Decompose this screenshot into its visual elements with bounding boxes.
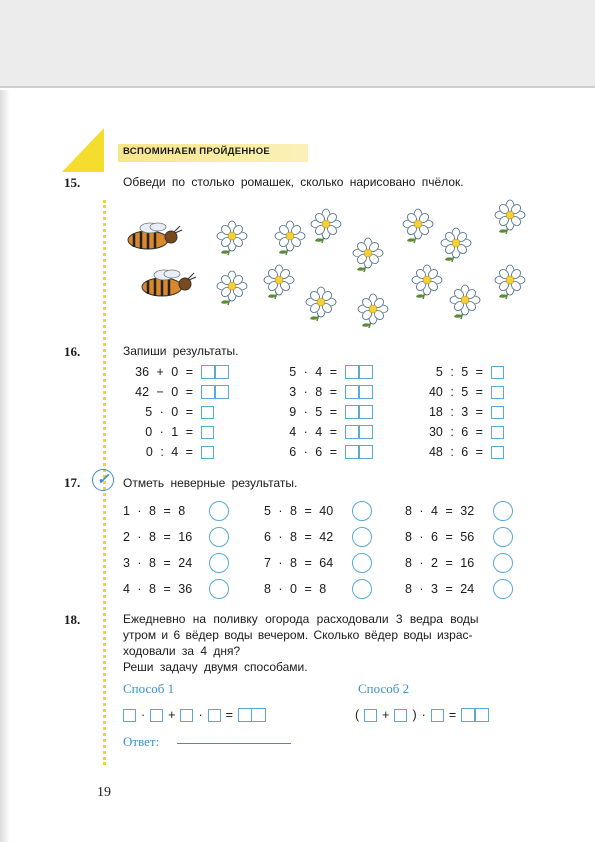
- task-16-row: [413, 443, 504, 461]
- expression: 5 · 0 =: [145, 405, 193, 419]
- answer-box[interactable]: [208, 709, 221, 722]
- answer-box[interactable]: [491, 406, 504, 419]
- expression: 6 · 8 = 42: [264, 530, 334, 544]
- task-17-row: [405, 500, 513, 522]
- expression: 3 · 8 =: [289, 385, 337, 399]
- mark-circle[interactable]: [493, 501, 513, 521]
- mark-circle[interactable]: [352, 553, 372, 573]
- task-15-number: 15.: [64, 175, 81, 190]
- bee-icon: [142, 270, 196, 296]
- mark-circle[interactable]: [352, 527, 372, 547]
- answer-box[interactable]: [491, 366, 504, 379]
- answer-box[interactable]: [431, 709, 444, 722]
- flower-icon: [217, 221, 247, 255]
- mark-circle[interactable]: [493, 579, 513, 599]
- flower-icon: [358, 294, 388, 328]
- mark-circle[interactable]: [352, 501, 372, 521]
- flower-icon: [450, 285, 480, 319]
- answer-box[interactable]: [123, 709, 136, 722]
- answer-box-double[interactable]: [345, 405, 373, 419]
- expression: 7 · 8 = 64: [264, 556, 334, 570]
- expression: 5 · 8 = 40: [264, 504, 334, 518]
- task-18-number: 18.: [64, 612, 81, 627]
- task-17-row: [405, 526, 513, 548]
- answer-box[interactable]: [491, 446, 504, 459]
- expression: 30 : 6 =: [428, 425, 483, 439]
- flower-icon: [217, 271, 247, 305]
- flower-icon: [412, 265, 442, 299]
- answer-box[interactable]: [491, 426, 504, 439]
- answer-box-double[interactable]: [345, 425, 373, 439]
- bees-and-flowers-illustration: [110, 195, 540, 330]
- answer-box-double[interactable]: [345, 445, 373, 459]
- answer-box-double[interactable]: [345, 365, 373, 379]
- task-16-row: [123, 423, 214, 441]
- task-17-row: [405, 552, 513, 574]
- mark-circle[interactable]: [493, 527, 513, 547]
- answer-box-double[interactable]: [345, 385, 373, 399]
- expression: 8 · 2 = 16: [405, 556, 475, 570]
- task-17-row: [264, 500, 372, 522]
- operator-equals: =: [448, 708, 457, 722]
- answer-box[interactable]: [201, 426, 214, 439]
- expression: 6 · 6 =: [289, 445, 337, 459]
- operator-dot: ·: [421, 708, 426, 722]
- paren-close: ): [412, 708, 417, 722]
- task-18-line-3: ходовали за 4 дня?: [123, 644, 241, 658]
- flower-icon: [495, 265, 525, 299]
- task-16-text: Запиши результаты.: [123, 344, 239, 358]
- method-2-expression: [355, 706, 489, 724]
- expression: 48 : 6 =: [428, 445, 483, 459]
- task-17-text: Отметь неверные результаты.: [123, 476, 298, 490]
- task-16-row: [123, 363, 229, 381]
- task-16-row: [275, 383, 373, 401]
- answer-box[interactable]: [180, 709, 193, 722]
- expression: 0 · 1 =: [145, 425, 193, 439]
- expression: 0 : 4 =: [145, 445, 193, 459]
- section-triangle-marker: [62, 128, 104, 172]
- task-16-row: [413, 403, 504, 421]
- task-16-row: [123, 403, 214, 421]
- page-number: 19: [97, 785, 111, 800]
- task-18-line-2: утром и 6 вёдер воды вечером. Сколько вёдер воды израс-: [123, 628, 473, 642]
- expression: 36 + 0 =: [135, 365, 193, 379]
- answer-box[interactable]: [201, 406, 214, 419]
- operator-dot: ·: [198, 708, 203, 722]
- answer-box-double[interactable]: [238, 708, 266, 722]
- answer-label: Ответ:: [123, 734, 160, 749]
- task-16-number: 16.: [64, 344, 81, 359]
- mark-circle[interactable]: [209, 527, 229, 547]
- expression: 4 · 8 = 36: [123, 582, 193, 596]
- checkmark-icon: ✓: [92, 469, 114, 491]
- answer-box[interactable]: [491, 386, 504, 399]
- expression: 8 · 0 = 8: [264, 582, 327, 596]
- operator-plus: +: [168, 708, 176, 722]
- task-16-row: [413, 383, 504, 401]
- mark-circle[interactable]: [352, 579, 372, 599]
- task-16-row: [275, 363, 373, 381]
- task-16-row: [275, 403, 373, 421]
- flower-icon: [306, 287, 336, 321]
- mark-circle[interactable]: [209, 579, 229, 599]
- task-16-row: [123, 383, 229, 401]
- mark-circle[interactable]: [209, 553, 229, 573]
- expression: 18 : 3 =: [428, 405, 483, 419]
- operator-plus: +: [382, 708, 390, 722]
- mark-circle[interactable]: [209, 501, 229, 521]
- task-18-line-4: Реши задачу двумя способами.: [123, 660, 308, 674]
- expression: 4 · 4 =: [289, 425, 337, 439]
- scan-top-margin: [0, 0, 595, 88]
- task-17-row: [264, 552, 372, 574]
- answer-box-double[interactable]: [201, 365, 229, 379]
- expression: 5 : 5 =: [435, 365, 483, 379]
- answer-line[interactable]: [177, 743, 291, 744]
- task-17-row: [264, 578, 372, 600]
- method-2-label: Способ 2: [358, 681, 410, 696]
- method-1-expression: [123, 706, 266, 724]
- task-17-row: [123, 500, 229, 522]
- flower-icon: [264, 265, 294, 299]
- task-16-row: [123, 443, 214, 461]
- task-18-line-1: Ежедневно на поливку огорода расходовали 3 ведра воды: [123, 612, 479, 626]
- task-16-row: [275, 423, 373, 441]
- task-17-row: [405, 578, 513, 600]
- answer-box[interactable]: [394, 709, 407, 722]
- flower-icon: [275, 221, 305, 255]
- flower-icon: [441, 228, 471, 262]
- answer-box[interactable]: [201, 446, 214, 459]
- operator-equals: =: [225, 708, 233, 722]
- task-17-row: [123, 552, 229, 574]
- expression: 8 · 3 = 24: [405, 582, 475, 596]
- task-17-number: 17.: [64, 475, 81, 490]
- section-header: ВСПОМИНАЕМ ПРОЙДЕННОЕ: [123, 146, 271, 157]
- answer-box-double[interactable]: [461, 708, 489, 722]
- flower-icon: [311, 209, 341, 243]
- task-16-row: [413, 423, 504, 441]
- expression: 8 · 4 = 32: [405, 504, 475, 518]
- mark-circle[interactable]: [493, 553, 513, 573]
- answer-box[interactable]: [364, 709, 377, 722]
- expression: 3 · 8 = 24: [123, 556, 193, 570]
- expression: 5 · 4 =: [289, 365, 337, 379]
- operator-dot: ·: [141, 708, 146, 722]
- expression: 2 · 8 = 16: [123, 530, 193, 544]
- bee-icon: [128, 223, 182, 249]
- task-16-row: [413, 363, 504, 381]
- expression: 1 · 8 = 8: [123, 504, 186, 518]
- expression: 40 : 5 =: [428, 385, 483, 399]
- paren-open: (: [355, 708, 360, 722]
- task-17-row: [264, 526, 372, 548]
- task-15-text: Обведи по столько ромашек, сколько нарисовано пчёлок.: [123, 175, 464, 189]
- task-16-row: [275, 443, 373, 461]
- expression: 9 · 5 =: [289, 405, 337, 419]
- page-binding-shadow: [0, 90, 10, 842]
- answer-box-double[interactable]: [201, 385, 229, 399]
- method-1-label: Способ 1: [123, 681, 175, 696]
- flower-icon: [403, 209, 433, 243]
- answer-box[interactable]: [150, 709, 163, 722]
- flower-icon: [353, 238, 383, 272]
- expression: 42 − 0 =: [135, 385, 193, 399]
- flower-icon: [495, 200, 525, 234]
- task-17-row: [123, 578, 229, 600]
- task-17-row: [123, 526, 229, 548]
- expression: 8 · 6 = 56: [405, 530, 475, 544]
